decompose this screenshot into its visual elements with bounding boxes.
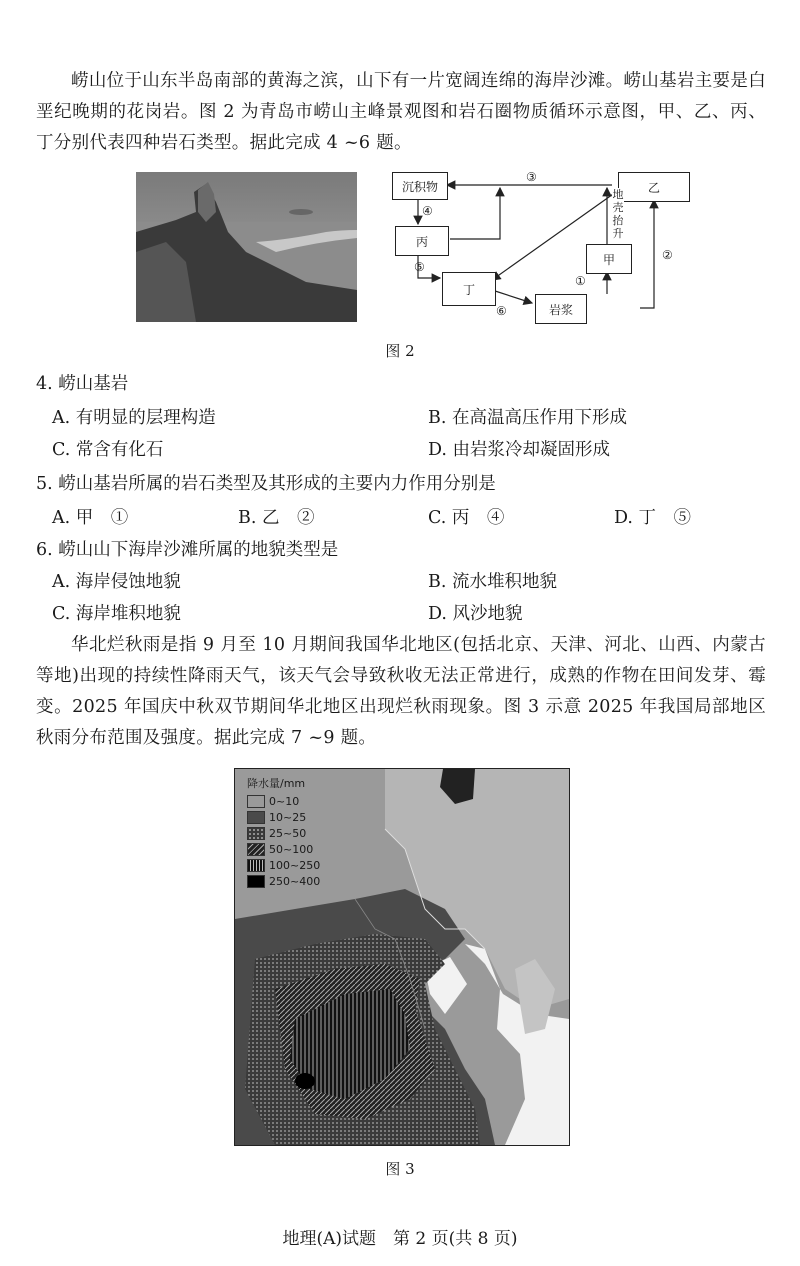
q6-option-b[interactable]: B. 流水堆积地貌 [428,572,557,592]
box-bing: 丙 [395,226,449,256]
q5-option-a[interactable]: A. 甲 ① [52,508,129,528]
intro-paragraph-1: 崂山位于山东半岛南部的黄海之滨，山下有一片宽阔连绵的海岸沙滩。崂山基岩主要是白垩纪晚期的花岗岩。图 2 为青岛市崂山主峰景观图和岩石圈物质循环示意图，甲、乙、丙、丁分别代表四种岩石类型。据此完成 4 ~6 题。 [36,71,766,153]
box-yi: 乙 [618,172,690,202]
arrow-label-6: ⑥ [496,304,507,318]
legend-item: 0~10 [247,793,320,809]
question-6-stem: 6. 崂山山下海岸沙滩所属的地貌类型是 [36,540,339,560]
box-ding: 丁 [442,272,496,306]
rock-cycle-diagram [392,168,702,328]
legend-title: 降水量/mm [247,777,306,790]
q5-option-b[interactable]: B. 乙 ② [238,508,315,528]
legend-item: 10~25 [247,809,320,825]
q4-option-b[interactable]: B. 在高温高压作用下形成 [428,408,627,428]
arrow-label-5: ⑤ [414,260,425,274]
q6-option-d[interactable]: D. 风沙地貌 [428,604,523,624]
q4-option-c[interactable]: C. 常含有化石 [52,440,164,460]
legend-item: 250~400 [247,873,320,889]
q4-option-d[interactable]: D. 由岩浆冷却凝固形成 [428,440,611,460]
box-magma: 岩浆 [535,294,587,324]
box-sediment: 沉积物 [392,172,448,200]
map-legend [247,775,320,889]
laoshan-photo [136,172,357,322]
page-footer: 地理(A)试题 第 2 页(共 8 页) [282,1229,518,1249]
arrow-label-1: ① [575,274,586,288]
arrow-label-3: ③ [526,170,537,184]
q5-option-d[interactable]: D. 丁 ⑤ [614,508,692,528]
box-jia: 甲 [586,244,632,274]
arrow-label-2: ② [662,248,673,262]
intro-paragraph-2: 华北烂秋雨是指 9 月至 10 月期间我国华北地区(包括北京、天津、河北、山西、内蒙古等地)出现的持续性降雨天气，该天气会导致秋收无法正常进行，成熟的作物在田间发芽、霉变。2025 年国庆中秋双节期间华北地区出现烂秋雨现象。图 3 示意 2025 年我国局部地区秋雨分布范围及强度。据此完成 7 ~9 题。 [36,635,766,748]
q4-option-a[interactable]: A. 有明显的层理构造 [52,408,216,428]
precipitation-map [234,768,570,1146]
arrow-label-4: ④ [422,204,433,218]
crust-uplift-label: 地 壳 抬 升 [612,188,624,240]
legend-item: 25~50 [247,825,320,841]
question-5-stem: 5. 崂山基岩所属的岩石类型及其形成的主要内力作用分别是 [36,474,496,494]
q6-option-c[interactable]: C. 海岸堆积地貌 [52,604,181,624]
legend-item: 50~100 [247,841,320,857]
q5-option-c[interactable]: C. 丙 ④ [428,508,505,528]
legend-item: 100~250 [247,857,320,873]
figure-3-caption: 图 3 [385,1160,415,1178]
figure-2-caption: 图 2 [385,342,415,360]
q6-option-a[interactable]: A. 海岸侵蚀地貌 [52,572,181,592]
question-4-stem: 4. 崂山基岩 [36,374,129,394]
